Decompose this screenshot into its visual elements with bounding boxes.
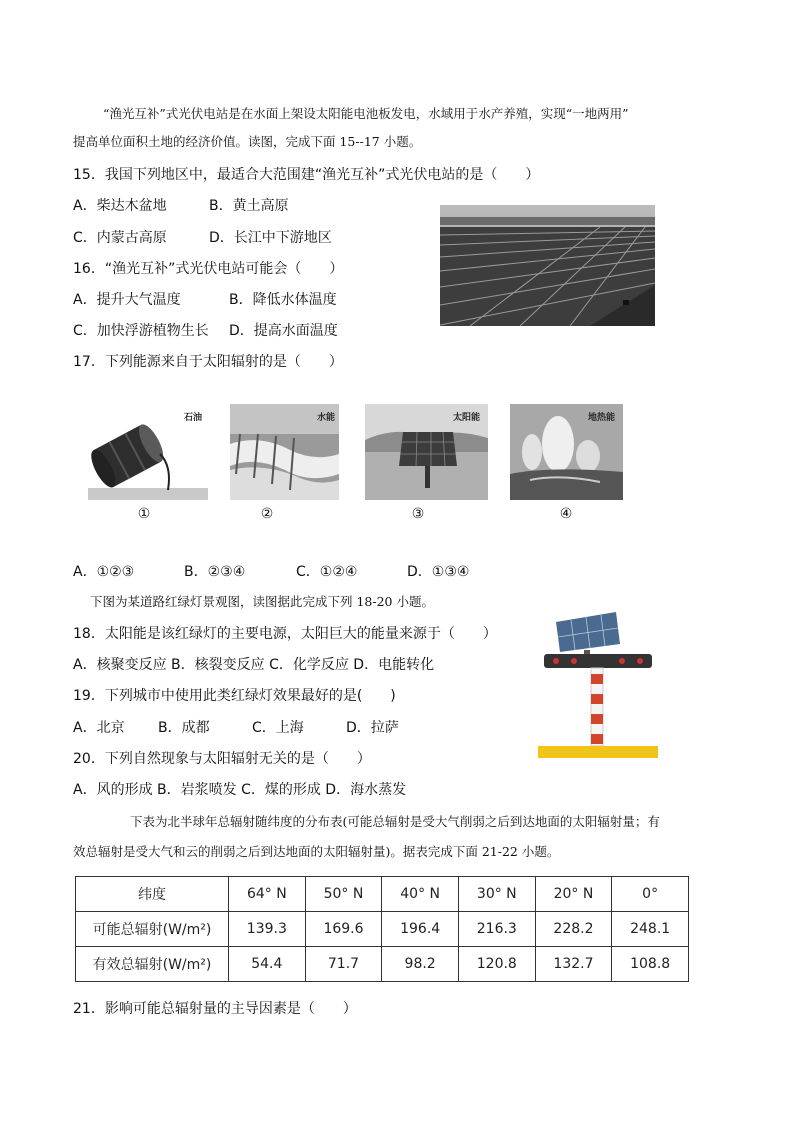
intro2: 下图为某道路红绿灯景观图，读图据此完成下列 18-20 小题。 [90,594,434,609]
q17-stem: 17．下列能源来自于太阳辐射的是（ ） [73,354,343,370]
radiation-table [75,876,689,982]
q18-options[interactable]: A．核聚变反应 B．核裂变反应 C．化学反应 D．电能转化 [73,657,435,673]
table-cell: 98.2 [382,947,459,982]
table-row [76,947,689,982]
solar-traffic-light-photo [538,608,658,758]
header-cell: 20° N [535,877,612,912]
header-latitude: 纬度 [76,877,229,912]
q16-option-c[interactable]: C．加快浮游植物生长 [73,323,209,339]
table-cell: 196.4 [382,912,459,947]
q16-option-b[interactable]: B．降低水体温度 [229,292,337,308]
table-cell: 248.1 [612,912,689,947]
hydro-label: 水能 [317,413,336,423]
q19-stem: 19．下列城市中使用此类红绿灯效果最好的是( ) [73,688,396,704]
intro3-line-2: 效总辐射是受大气和云的削弱之后到达地面的太阳辐射量)。据表完成下面 21-22 小题。 [73,844,560,859]
q16-stem: 16．“渔光互补”式光伏电站可能会（ ） [73,261,344,277]
table-cell: 228.2 [535,912,612,947]
q15-option-b[interactable]: B．黄土高原 [209,198,289,214]
q20-options[interactable]: A．风的形成 B．岩浆喷发 C．煤的形成 D．海水蒸发 [73,782,407,798]
header-cell: 0° [612,877,689,912]
q15-option-a[interactable]: A．柴达木盆地 [73,198,167,214]
oil-label: 石油 [184,413,203,423]
image-number-2: ② [260,506,274,522]
table-cell: 139.3 [229,912,306,947]
solar-label: 太阳能 [453,413,481,423]
q21-stem: 21．影响可能总辐射量的主导因素是（ ） [73,1001,357,1017]
table-cell: 120.8 [458,947,535,982]
q19-option-c[interactable]: C．上海 [252,720,304,736]
q20-stem: 20．下列自然现象与太阳辐射无关的是（ ） [73,751,371,767]
table-header-row [76,877,689,912]
q17-option-b[interactable]: B．②③④ [184,564,246,580]
image-number-4: ④ [559,506,573,522]
q17-option-a[interactable]: A．①②③ [73,564,135,580]
q15-option-d[interactable]: D．长江中下游地区 [209,230,332,246]
q19-option-a[interactable]: A．北京 [73,720,125,736]
header-cell: 50° N [305,877,382,912]
q17-option-c[interactable]: C．①②④ [296,564,358,580]
image-number-3: ③ [411,506,425,522]
q19-option-d[interactable]: D．拉萨 [346,720,399,736]
geothermal-label: 地热能 [588,413,616,423]
header-cell: 40° N [382,877,459,912]
fishery-solar-photo [440,205,655,326]
table-cell: 71.7 [305,947,382,982]
header-cell: 64° N [229,877,306,912]
intro-line-2: 提高单位面积土地的经济价值。读图，完成下面 15--17 小题。 [73,134,422,149]
table-row [76,912,689,947]
q19-option-b[interactable]: B．成都 [158,720,210,736]
table-cell: 54.4 [229,947,306,982]
table-cell: 108.8 [612,947,689,982]
image-number-1: ① [137,506,151,522]
row-label-possible: 可能总辐射(W/m²) [76,912,229,947]
q15-option-c[interactable]: C．内蒙古高原 [73,230,167,246]
table-cell: 169.6 [305,912,382,947]
q18-stem: 18．太阳能是该红绿灯的主要电源，太阳巨大的能量来源于（ ） [73,626,497,642]
intro3-line-1: 下表为北半球年总辐射随纬度的分布表(可能总辐射是受大气削弱之后到达地面的太阳辐射量；有 [130,814,660,829]
q17-option-d[interactable]: D．①③④ [407,564,470,580]
q16-option-a[interactable]: A．提升大气温度 [73,292,181,308]
table-cell: 216.3 [458,912,535,947]
intro-line-1: “渔光互补”式光伏电站是在水面上架设太阳能电池板发电，水域用于水产养殖，实现“一地两用” [103,106,629,121]
row-label-effective: 有效总辐射(W/m²) [76,947,229,982]
table-cell: 132.7 [535,947,612,982]
q15-stem: 15．我国下列地区中，最适合大范围建“渔光互补”式光伏电站的是（ ） [73,167,540,183]
q16-option-d[interactable]: D．提高水面温度 [229,323,338,339]
header-cell: 30° N [458,877,535,912]
